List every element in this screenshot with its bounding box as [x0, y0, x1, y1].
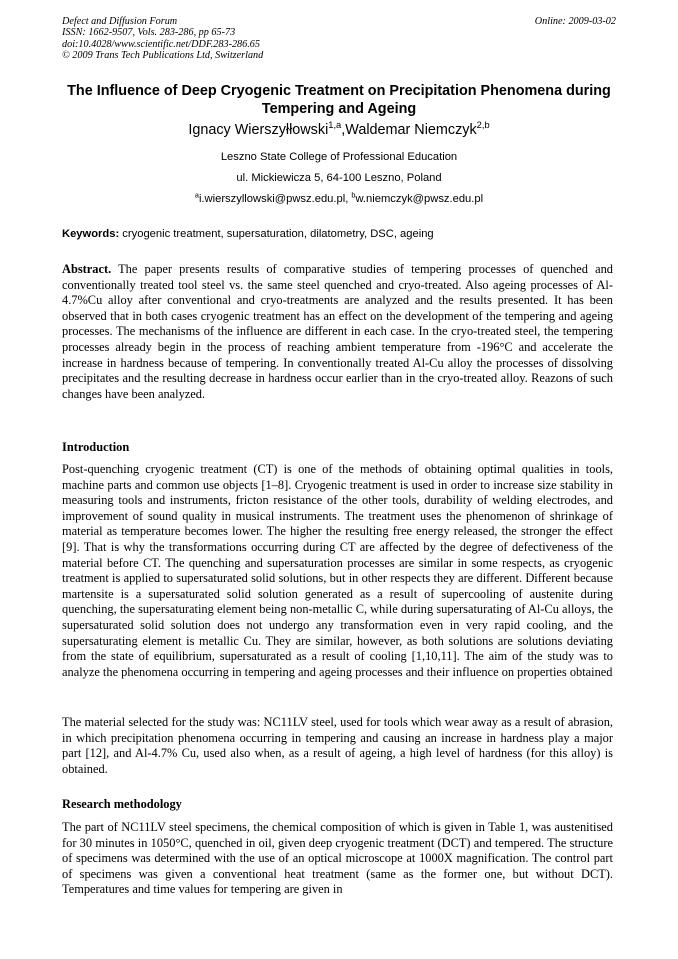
- journal-doi[interactable]: doi:10.4028/www.scientific.net/DDF.283-286.65: [62, 38, 260, 50]
- abstract-label: Abstract.: [62, 262, 112, 276]
- abstract: [62, 262, 613, 402]
- journal-info: [62, 16, 616, 62]
- introduction-paragraph-2: The material selected for the study was: NC11LV steel, used for tools which wear away as a result of abrasion, in which precipitation phenomena occurring in tempering and causing an increase in hardness play a major part [12], and Al-4.7% Cu, used also when, as a result of ageing, a high level of hardness (for this alloy) is obtained.: [62, 715, 613, 776]
- author-line: [62, 120, 616, 140]
- introduction-heading: Introduction: [62, 440, 130, 454]
- author-emails: [62, 192, 616, 206]
- methodology-heading: Research methodology: [62, 797, 182, 811]
- keywords-label: Keywords:: [62, 228, 120, 240]
- author-1-affiliation-marker: 1,a: [328, 120, 342, 131]
- methodology-paragraph: The part of NC11LV steel specimens, the chemical composition of which is given in Table 1, was austenitised for 30 minutes in 1050°C, quenched in oil, given deep cryogenic treatment (DCT) and tempered. The structure of specimens was determined with the use of an optical microscope at 1000X magnification. The control part of specimens was given a conventional heat treatment (same as the former one, but without DCT). Temperatures and time values for tempering are given in: [62, 820, 613, 897]
- author-1-name: Ignacy Wierszyłłowski: [188, 122, 329, 138]
- journal-name: Defect and Diffusion Forum: [62, 16, 178, 27]
- author-separator: ,: [341, 122, 346, 138]
- journal-header: [62, 16, 616, 62]
- author-2-affiliation-marker: 2,b: [476, 120, 490, 131]
- email-author-1[interactable]: i.wierszyllowski@pwsz.edu.pl,: [198, 193, 352, 205]
- email-a-marker: a: [194, 190, 199, 200]
- affiliation-institution: Leszno State College of Professional Education: [220, 151, 458, 163]
- email-b-marker: b: [351, 190, 356, 200]
- online-date: Online: 2009-03-02: [534, 16, 616, 27]
- paper-title: The Influence of Deep Cryogenic Treatment on Precipitation Phenomena during Tempering and Ageing: [67, 83, 611, 117]
- introduction-paragraph-1: Post-quenching cryogenic treatment (CT) is one of the methods of obtaining optimal qualities in tools, machine parts and common use objects [1–8]. Cryogenic treatment is used in order to increase size stability in measuring tools and instruments, fricton resistance of the other tools, durability of welding electrodes, and improvement of sound quality in musical instruments. The treatment uses the phenomenon of shrinkage of material as temperature becomes lower. The higher the resulting free energy released, the stronger the effect [9]. That is why the transformations occurring during CT are affected by the degree of defectiveness of the material before CT. The quenching and supersaturation processes are similar in some respects, as cryogenic treatment is applied to supersaturated solid solutions, but in other respects they are different. Different because martensite is a supersaturated solid solution generated as a result of supercooling of austenite during quenching, the supersaturating element being non-metallic C, while during supersaturating of Al-Cu alloys, the supersaturated solid solution does not undergo any transformation even in very rapid cooling, and the supersaturating element is metallic Cu. They are similar, however, as both solutions are solutions deviating from the state of equilibrium, supersaturated as a result of cooling [1,10,11]. The aim of the study was to analyze the phenomena occurring in tempering and ageing processes and their influence on properties obtained: [62, 462, 613, 679]
- email-author-2[interactable]: w.niemczyk@pwsz.edu.pl: [355, 193, 484, 205]
- author-2-name: Waldemar Niemczyk: [345, 122, 477, 138]
- keywords-text: cryogenic treatment, supersaturation, dilatometry, DSC, ageing: [119, 228, 434, 240]
- keywords: [62, 227, 616, 241]
- journal-issn: ISSN: 1662-9507, Vols. 283-286, pp 65-73: [62, 27, 236, 39]
- abstract-text: The paper presents results of comparative studies of tempering processes of quenched and conventionally treated tool steel vs. the same steel quenched and cryo-treated. Also ageing processes of Al-4.7%Cu alloy after conventional and cryo-treatments are analyzed and the results presented. It has been observed that in both cases cryogenic treatment has an effect on the development of the tempering and ageing processes. The mechanisms of the influence are different in each case. In the cryo-treated steel, the tempering processes already begin in the process of reaching ambient temperature from -196°C and accelerate the increase in hardness because of tempering. In conventionally treated Al-Cu alloy the processes of dissolving precipitates and the resulting decrease in hardness occur earlier than in the cryo-treated alloy. Reazons of such changes have been analyzed.: [62, 262, 613, 401]
- journal-copyright: © 2009 Trans Tech Publications Ltd, Switzerland: [62, 50, 264, 62]
- affiliation-address: ul. Mickiewicza 5, 64-100 Leszno, Poland: [236, 172, 442, 184]
